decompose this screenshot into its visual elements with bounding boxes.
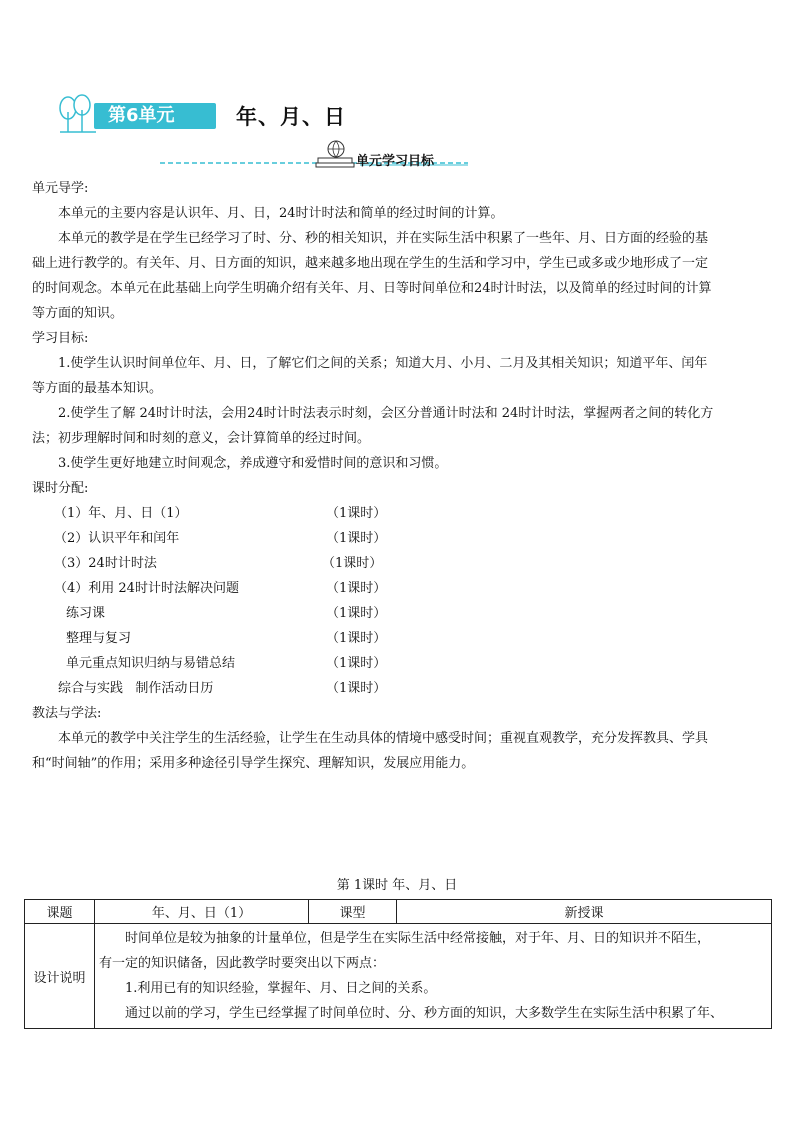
table-row	[25, 924, 772, 1029]
schedule-item	[32, 626, 764, 651]
goal-line: 法；初步理解时间和时刻的意义，会计算简单的经过时间。	[32, 431, 371, 446]
topic-value: 年、月、日（1）	[95, 900, 309, 924]
goal-line: 3.使学生更好地建立时间观念，养成遵守和爱惜时间的意识和习惯。	[58, 456, 448, 471]
goals-heading: 学习目标:	[32, 331, 89, 346]
intro-paragraph-2-line: 础上进行教学的。有关年、月、日方面的知识，越来越多地出现在学生的生活和学习中，学生已或多或少地形成了一定	[32, 256, 709, 271]
schedule-item-name: 综合与实践 制作活动日历	[58, 681, 214, 696]
schedule-item	[32, 576, 764, 601]
schedule-item-name: 练习课	[66, 606, 106, 621]
goal-line: 等方面的最基本知识。	[32, 381, 163, 396]
schedule-item-hours: （1课时）	[326, 681, 387, 696]
schedule-item-name: （4）利用 24时计时法解决问题	[54, 581, 239, 596]
topic-label: 课题	[25, 900, 95, 924]
design-line: 1.利用已有的知识经验，掌握年、月、日之间的关系。	[125, 981, 437, 996]
goal-line: 2.使学生了解 24时计时法，会用24时计时法表示时刻，会区分普通计时法和 24时计时法，掌握两者之间的转化方	[58, 406, 714, 421]
lesson-table	[24, 899, 772, 1029]
schedule-item	[32, 601, 764, 626]
schedule-item-hours: （1课时）	[326, 631, 387, 646]
table-row	[25, 900, 772, 924]
schedule-item	[32, 651, 764, 676]
methods-line: 和“时间轴”的作用；采用多种途径引导学生探究、理解知识，发展应用能力。	[32, 756, 475, 771]
schedule-item	[32, 676, 764, 701]
intro-paragraph-2-line: 本单元的教学是在学生已经学习了时、分、秒的相关知识，并在实际生活中积累了一些年、月、日方面的经验的基	[58, 231, 709, 246]
lesson-title: 第 1课时 年、月、日	[336, 878, 458, 893]
intro-paragraph-2-line: 等方面的知识。	[32, 306, 124, 321]
design-label: 设计说明	[25, 924, 95, 1029]
type-label: 课型	[309, 900, 397, 924]
type-value: 新授课	[397, 900, 772, 924]
schedule-item	[32, 501, 764, 526]
schedule-item-name: （2）认识平年和闰年	[54, 531, 180, 546]
schedule-item-hours: （1课时）	[326, 581, 387, 596]
intro-paragraph-1: 本单元的主要内容是认识年、月、日，24时计时法和简单的经过时间的计算。	[58, 206, 504, 221]
books-globe-icon	[312, 138, 360, 168]
design-description	[95, 924, 772, 1029]
methods-line: 本单元的教学中关注学生的生活经验，让学生在生动具体的情境中感受时间；重视直观教学，充分发挥教具、学具	[58, 731, 709, 746]
schedule-item-name: （3）24时计时法	[54, 556, 157, 571]
design-line: 通过以前的学习，学生已经掌握了时间单位时、分、秒方面的知识，大多数学生在实际生活中积累了年、	[125, 1006, 724, 1021]
schedule-item-hours: （1课时）	[326, 506, 387, 521]
schedule-item-hours: （1课时）	[326, 606, 387, 621]
methods-heading: 教法与学法:	[32, 706, 102, 721]
objectives-label: 单元学习目标	[356, 154, 435, 169]
unit-overview	[32, 176, 764, 776]
intro-paragraph-2-line: 的时间观念。本单元在此基础上向学生明确介绍有关年、月、日等时间单位和24时计时法，以及简单的经过时间的计算	[32, 281, 712, 296]
unit-badge: 第6单元	[94, 103, 216, 129]
unit-title: 年、月、日	[236, 105, 346, 129]
schedule-item	[32, 551, 764, 576]
schedule-item	[32, 526, 764, 551]
design-line: 时间单位是较为抽象的计量单位，但是学生在实际生活中经常接触，对于年、月、日的知识并不陌生，	[125, 931, 711, 946]
intro-heading: 单元导学:	[32, 181, 89, 196]
schedule-item-name: 单元重点知识归纳与易错总结	[66, 656, 236, 671]
goal-line: 1.使学生认识时间单位年、月、日，了解它们之间的关系；知道大月、小月、二月及其相关知识；知道平年、闰年	[58, 356, 708, 371]
design-line: 有一定的知识储备，因此教学时要突出以下两点：	[99, 956, 386, 971]
schedule-item-hours: （1课时）	[326, 656, 387, 671]
schedule-item-name: （1）年、月、日（1）	[54, 506, 188, 521]
schedule-item-name: 整理与复习	[66, 631, 132, 646]
schedule-item-hours: （1课时）	[326, 531, 387, 546]
schedule-item-hours: （1课时）	[322, 556, 383, 571]
schedule-heading: 课时分配:	[32, 481, 89, 496]
